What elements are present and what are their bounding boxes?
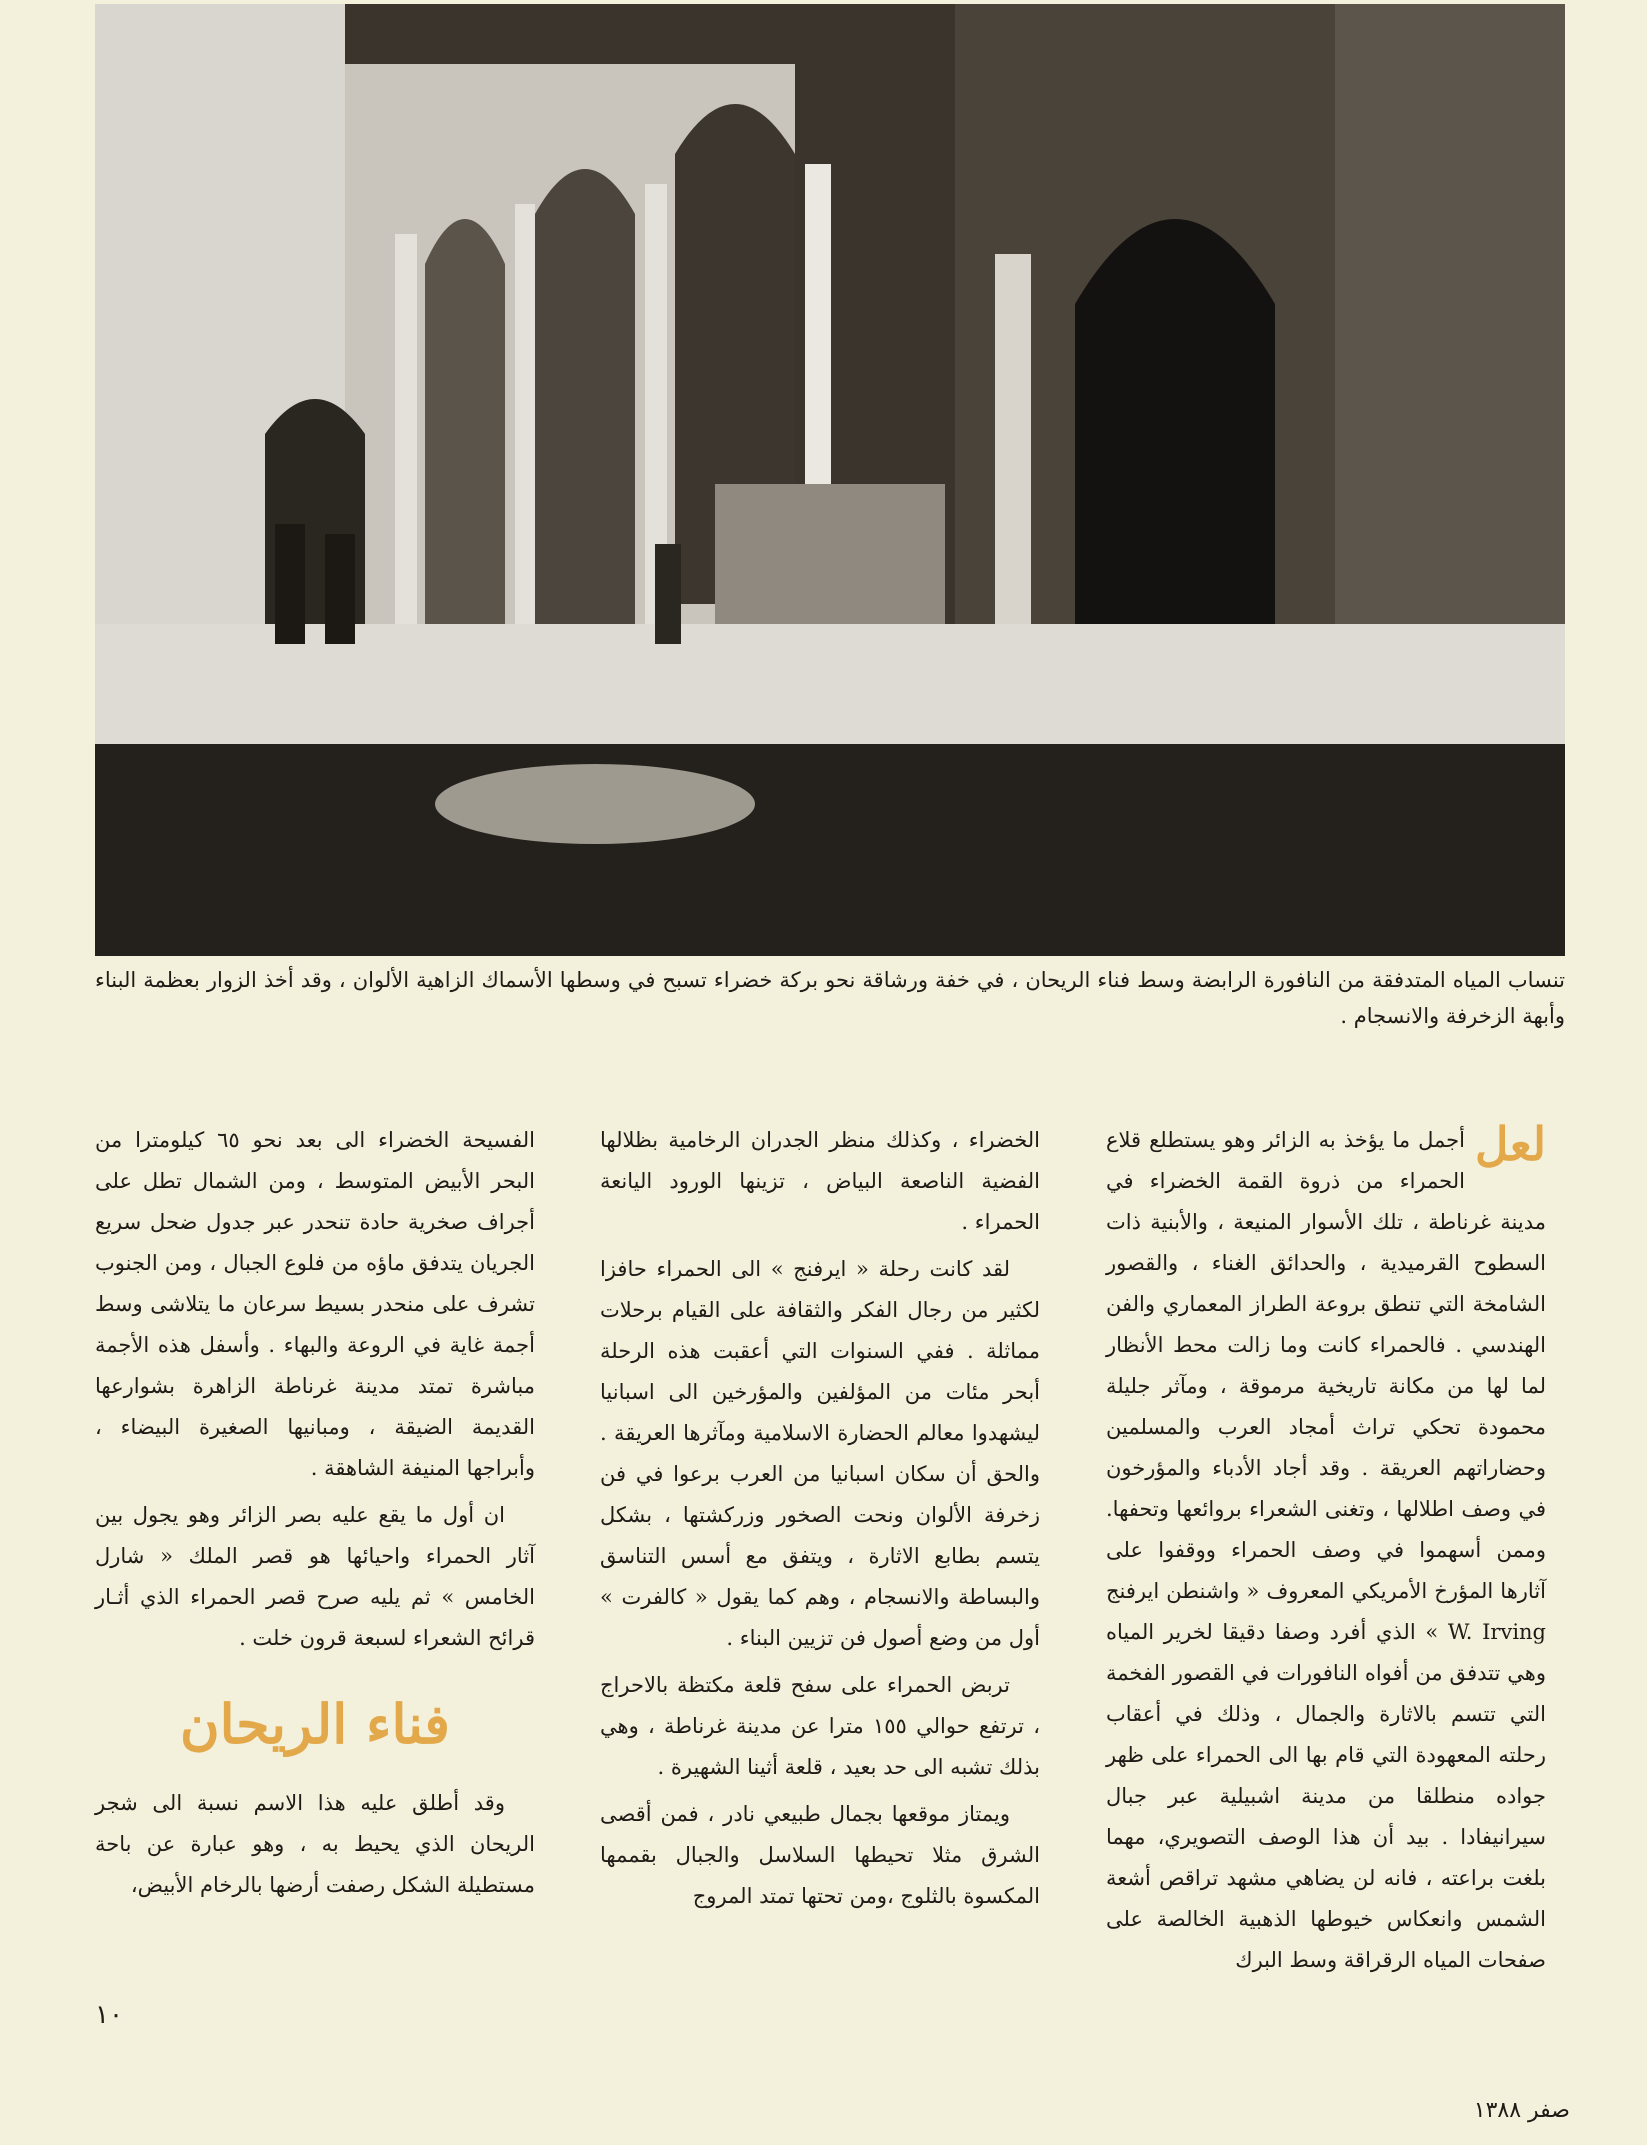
article-column-3 [95, 1120, 535, 1912]
page-number: ١٠ [95, 2000, 123, 2030]
paragraph: تربض الحمراء على سفح قلعة مكتظة بالاحراج ، ترتفع حوالي ١٥٥ مترا عن مدينة غرناطة ، وهي بذلك تشبه الى حد بعيد ، قلعة أثينا الشهيرة . [600, 1673, 1040, 1779]
paragraph: ويمتاز موقعها بجمال طبيعي نادر ، فمن أقصى الشرق مثلا تحيطها السلاسل والجبال بقممها المكسوة بالثلوج ،ومن تحتها تمتد المروج [600, 1802, 1040, 1908]
paragraph: ان أول ما يقع عليه بصر الزائر وهو يجول بين آثار الحمراء واحيائها هو قصر الملك « شارل الخامس » ثم يليه صرح قصر الحمراء الذي أثـار قرائح الشعراء لسبعة قرون خلت . [95, 1503, 535, 1650]
section-subheading: فناء الريحان [180, 1692, 450, 1756]
photo-caption: تنساب المياه المتدفقة من النافورة الرابضة وسط فناء الريحان ، في خفة ورشاقة نحو بركة خضراء تسبح في وسطها الأسماك الزاهية الألوان ، وقد أخذ الزوار بعظمة البناء وأبهة الزخرفة والانسجام . [95, 968, 1565, 1028]
dropcap: لعل [1474, 1117, 1546, 1171]
paragraph: الفسيحة الخضراء الى بعد نحو ٦٥ كيلومترا من البحر الأبيض المتوسط ، ومن الشمال تطل على أجراف صخرية حادة تنحدر عبر جدول ضحل سريع الجريان يتدفق ماؤه من فلوع الجبال ، ومن الجنوب تشرف على منحدر بسيط سرعان ما يتلاشى وسط أجمة غاية في الروعة والبهاء . وأسفل هذه الأجمة مباشرة تمتد مدينة غرناطة الزاهرة بشوارعها القديمة الضيقة ، ومبانيها الصغيرة البيضاء ، وأبراجها المنيفة الشاهقة . [95, 1128, 535, 1480]
paragraph: الخضراء ، وكذلك منظر الجدران الرخامية بظلالها الفضية الناصعة البياض ، تزينها الورود اليانعة الحمراء . [600, 1128, 1040, 1234]
paragraph: أجمل ما يؤخذ به الزائر وهو يستطلع قلاع الحمراء من ذروة القمة الخضراء في مدينة غرناطة ، تلك الأسوار المنيعة ، والأبنية ذات السطوح القرميدية ، والحدائق الغناء ، والقصور الشامخة التي تنطق بروعة الطراز المعماري والفن الهندسي . فالحمراء كانت وما زالت محط الأنظار لما لها من مكانة تاريخية مرموقة ، ومآثر جليلة محمودة تحكي تراث أمجاد العرب والمسلمين وحضاراتهم العريقة . وقد أجاد الأدباء والمؤرخون في وصف اطلالها ، وتغنى الشعراء بروائعها وتحفها. وممن أسهموا في وصف الحمراء ووقفوا على آثارها المؤرخ الأمريكي المعروف « واشنطن ايرفنج W. Irving » الذي أفرد وصفا دقيقا لخرير المياه وهي تتدفق من أفواه النافورات في القصور الفخمة التي تتسم بالاثارة والجمال ، وذلك في أعقاب رحلته المعهودة التي قام بها الى الحمراء على ظهر جواده منطلقا من مدينة اشبيلية عبر جبال سيرانيفادا . بيد أن هذا الوصف التصويري، مهما بلغت براعته ، فانه لن يضاهي مشهد تراقص أشعة الشمس وانعكاس خيوطها الذهبية الخالصة على صفحات المياه الرقراقة وسط البرك [1106, 1128, 1546, 1972]
paragraph: لقد كانت رحلة « ايرفنج » الى الحمراء حافزا لكثير من رجال الفكر والثقافة على القيام برحلات مماثلة . ففي السنوات التي أعقبت هذه الرحلة أبحر مئات من المؤلفين والمؤرخين الى اسبانيا ليشهدوا معالم الحضارة الاسلامية ومآثرها العريقة . والحق أن سكان اسبانيا من العرب برعوا في فن زخرفة الألوان ونحت الصخور وزركشتها ، بشكل يتسم بطابع الاثارة ، ويتفق مع أسس التناسق والبساطة والانسجام ، وهم كما يقول « كالفرت » أول من وضع أصول فن تزيين البناء . [600, 1257, 1040, 1650]
article-column-2 [600, 1120, 1040, 1923]
issue-date-footer: صفر ١٣٨٨ [1473, 2098, 1570, 2123]
paragraph: وقد أطلق عليه هذا الاسم نسبة الى شجر الريحان الذي يحيط به ، وهو عبارة عن باحة مستطيلة الشكل رصفت أرضها بالرخام الأبيض، [95, 1791, 535, 1897]
courtyard-photo [95, 4, 1565, 956]
article-column-1 [1106, 1117, 1546, 1987]
courtyard-illustration [95, 4, 1565, 956]
